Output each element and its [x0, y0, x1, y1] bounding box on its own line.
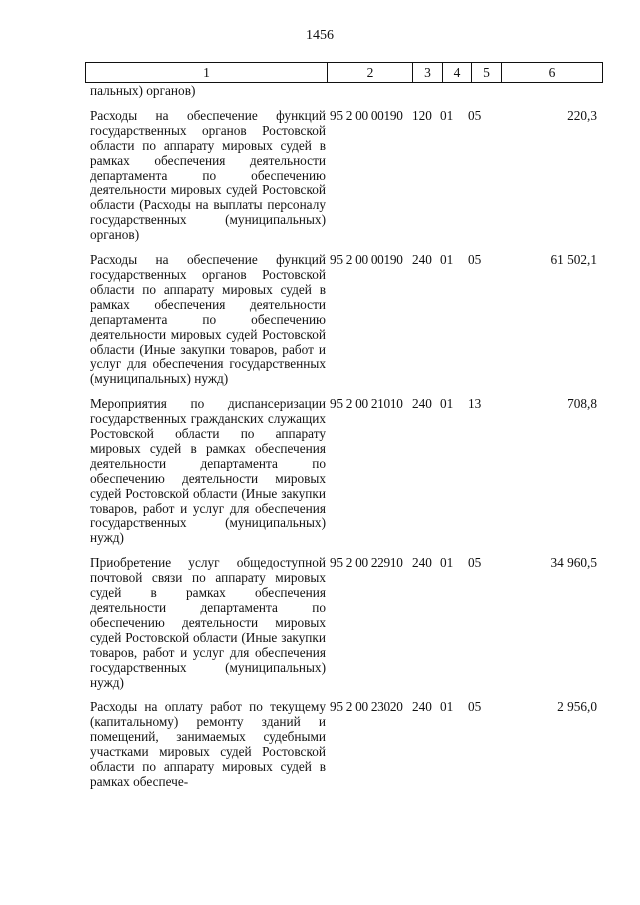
- row-code: 95 2 00 21010: [330, 396, 403, 412]
- row-vr: 240: [412, 396, 432, 412]
- row-sum: 2 956,0: [557, 699, 597, 715]
- row-name: Приобретение услуг общедоступной почтовой связи по аппарату мировых судей в рамках обеспечения деятельности департамента по обеспечению деятельности мировых судей Ростовской области (Иные закупки товаров, работ и услуг для обеспечения государственных (муниципальных) нужд): [90, 555, 326, 690]
- row-pr: 13: [468, 396, 482, 412]
- table-row: [85, 253, 603, 387]
- row-rz: 01: [440, 699, 454, 715]
- column-header-4: 4: [443, 63, 472, 83]
- column-header-3: 3: [413, 63, 443, 83]
- row-rz: 01: [440, 396, 454, 412]
- row-code: 95 2 00 22910: [330, 555, 403, 571]
- row-vr: 120: [412, 107, 432, 123]
- table-row: [85, 700, 603, 789]
- table-row: [85, 109, 603, 243]
- column-header-6: 6: [502, 63, 603, 83]
- continuation-row: [85, 84, 603, 99]
- row-vr: 240: [412, 699, 432, 715]
- row-name: Мероприятия по диспансеризации государственных гражданских служащих Ростовской области по аппарату мировых судей в рамках обеспечения деятельности департамента по обеспечению деятельности мировых судей Ростовской области (Иные закупки товаров, работ и услуг для обеспечения государственных (муниципальных) нужд): [90, 396, 326, 546]
- column-header-2: 2: [328, 63, 413, 83]
- row-name: Расходы на обеспечение функций государственных органов Ростовской области по аппарату мировых судей в рамках обеспечения деятельности департамента по обеспечению деятельности мировых судей Ростовской области (Расходы на выплаты персоналу государственных (муниципальных) органов): [90, 107, 326, 243]
- row-code: 95 2 00 00190: [330, 252, 403, 268]
- page-number: 1456: [306, 28, 334, 43]
- row-pr: 05: [468, 699, 482, 715]
- row-pr: 05: [468, 555, 482, 571]
- column-header-5: 5: [472, 63, 502, 83]
- row-name: Расходы на оплату работ по текущему (капитальному) ремонту зданий и помещений, занимаемых судебными участками мировых судей Ростовской области по аппарату мировых судей в рамках обеспече-: [90, 699, 326, 789]
- continuation-text: пальных) органов): [90, 83, 196, 98]
- budget-table-body: [85, 84, 603, 790]
- row-sum: 220,3: [567, 107, 597, 123]
- row-vr: 240: [412, 252, 432, 268]
- column-header-table: [85, 62, 603, 83]
- column-header-row: [86, 63, 603, 83]
- row-code: 95 2 00 00190: [330, 107, 403, 123]
- table-row: [85, 397, 603, 546]
- row-sum: 34 960,5: [550, 555, 597, 571]
- row-rz: 01: [440, 252, 454, 268]
- row-code: 95 2 00 23020: [330, 699, 403, 715]
- row-sum: 708,8: [567, 396, 597, 412]
- row-pr: 05: [468, 252, 482, 268]
- row-name: Расходы на обеспечение функций государственных органов Ростовской области по аппарату мировых судей в рамках обеспечения деятельности департамента по обеспечению деятельности мировых судей Ростовской области (Иные закупки товаров, работ и услуг для обеспечения государственных (муниципальных) нужд): [90, 252, 326, 387]
- row-vr: 240: [412, 555, 432, 571]
- table-row: [85, 556, 603, 690]
- column-header-1: 1: [86, 63, 328, 83]
- row-rz: 01: [440, 555, 454, 571]
- row-sum: 61 502,1: [550, 252, 597, 268]
- row-rz: 01: [440, 107, 454, 123]
- row-pr: 05: [468, 107, 482, 123]
